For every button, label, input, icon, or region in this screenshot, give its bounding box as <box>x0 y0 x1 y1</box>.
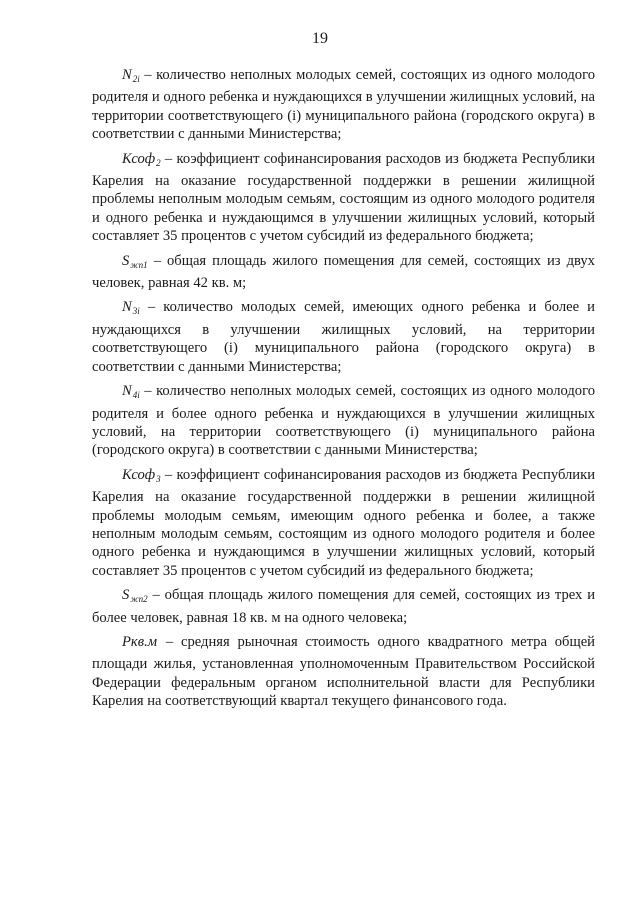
symbol: Ркв.м <box>122 633 158 650</box>
definition-text: – средняя рыночная стоимость одного квадратного метра общей площади жилья, установленная уполномоченным Правительством Российской Федерации федеральным органом исполнительной власти для Республики Карелия на соответствующий квартал текущего финансового года. <box>92 633 595 710</box>
definition-text: – общая площадь жилого помещения для семей, состоящих из двух человек, равная 42 кв. м; <box>92 252 595 292</box>
definition-text: – количество неполных молодых семей, состоящих из одного молодого родителя и одного ребенка и нуждающихся в улучшении жилищных условий, на территории соответствующего (i) муниципального района (городского округа) в соответствии с данными Министерства; <box>92 67 595 143</box>
symbol-subscript: 2i <box>132 74 140 84</box>
definition-szhp1 <box>92 252 595 293</box>
definition-rkvm <box>92 633 595 711</box>
definition-szhp2 <box>92 586 595 627</box>
symbol-subscript: 4i <box>132 390 140 401</box>
definition-n4i <box>92 382 595 460</box>
definition-ksof3 <box>92 466 595 580</box>
symbol: N <box>122 299 132 316</box>
symbol: N <box>122 67 132 83</box>
symbol-subscript: 3i <box>132 306 140 317</box>
definition-text: – общая площадь жилого помещения для семей, состоящих из трех и более человек, равная 18 кв. м на одного человека; <box>92 587 596 626</box>
symbol: N <box>122 383 132 400</box>
symbol: Ксоф <box>122 150 156 167</box>
definition-n2i <box>92 66 595 144</box>
symbol: S <box>122 587 130 604</box>
definition-n3i <box>92 298 595 376</box>
definition-text: – количество молодых семей, имеющих одного ребенка и более и нуждающихся в улучшении жилищных условий, на территории соответствующего (i) муниципального района (городского округа) в соответствии с данными Министерства; <box>92 299 595 375</box>
definition-text: – коэффициент софинансирования расходов из бюджета Республики Карелия на оказание государственной поддержки в решении жилищной проблемы неполным молодым семьям, состоящим из одного молодого родителя и одного ребенка и нуждающимся в улучшении жилищных условий, который составляет 35 процентов с учетом субсидий из федерального бюджета; <box>92 150 595 245</box>
symbol-subscript: 3 <box>156 473 161 484</box>
symbol-subscript: 2 <box>156 157 161 168</box>
symbol-subscript: жп1 <box>130 259 148 270</box>
document-body <box>92 66 595 717</box>
definition-text: – количество неполных молодых семей, состоящих из одного молодого родителя и более одного ребенка и нуждающихся в улучшении жилищных условий, на территории соответствующего (i) муниципального района (городского округа) в соответствии с данными Министерства; <box>92 383 595 459</box>
definition-text: – коэффициент софинансирования расходов из бюджета Республики Карелия на оказание государственной поддержки в решении жилищной проблемы молодым семьям, имеющим одного ребенка и более, а также неполным молодым семьям, состоящим из одного молодого родителя и более одного ребенка и нуждающимся в улучшении жилищных условий, который составляет 35 процентов с учетом субсидий из федерального бюджета; <box>92 466 595 579</box>
symbol-subscript: жп2 <box>130 594 148 605</box>
symbol: Ксоф <box>122 466 156 483</box>
symbol: S <box>122 252 130 269</box>
definition-ksof2 <box>92 150 595 246</box>
page-number: 19 <box>312 30 328 47</box>
